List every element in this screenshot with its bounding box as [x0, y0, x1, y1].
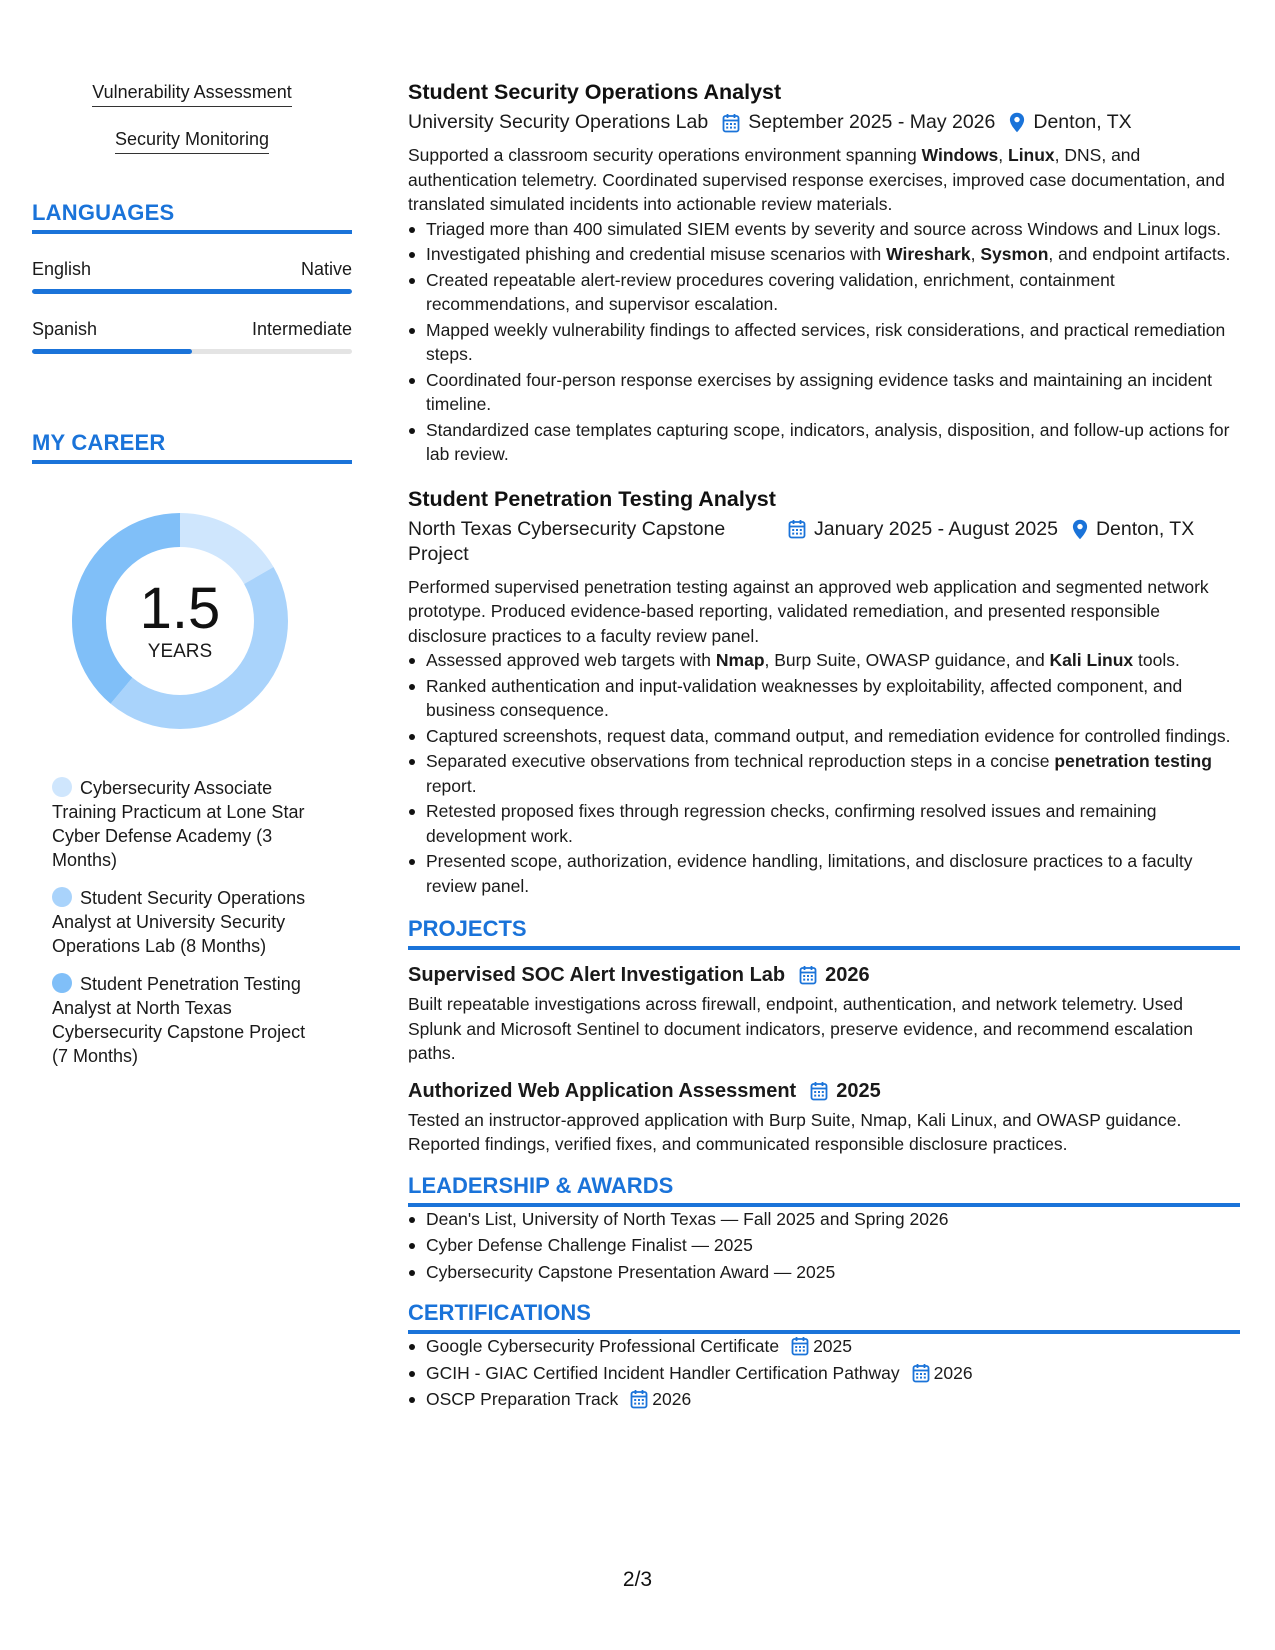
text-segment: Standardized case templates capturing scope, indicators, analysis, disposition, and follow-up actions for lab review. [426, 419, 1230, 464]
legend-dot-icon [52, 973, 72, 993]
calendar-icon [912, 1363, 930, 1383]
job-bullet [408, 418, 1240, 467]
language-proficiency-fill [32, 289, 352, 294]
text-segment: Retested proposed fixes through regression checks, confirming resolved issues and remaining development work. [426, 801, 1157, 846]
job-entry [408, 485, 1240, 899]
career-total-unit: YEARS [147, 641, 213, 662]
calendar-icon [799, 965, 817, 985]
text-segment: , and endpoint artifacts. [1048, 244, 1231, 264]
award-item: Cyber Defense Challenge Finalist — 2025 [408, 1233, 1240, 1258]
certification-item [408, 1361, 1240, 1386]
certifications-section [408, 1300, 1240, 1412]
job-description [408, 143, 1240, 217]
language-proficiency-bar [32, 349, 352, 354]
leadership-section [408, 1173, 1240, 1285]
skill-label: Vulnerability Assessment [92, 80, 291, 107]
job-dates: September 2025 - May 2026 [748, 111, 996, 133]
text-segment: Triaged more than 400 simulated SIEM events by severity and source across Windows and Linux logs. [426, 218, 1222, 239]
text-segment: Created repeatable alert-review procedures covering validation, enrichment, containment recommendations, and supervisor escalation. [426, 269, 1115, 314]
job-bullet [408, 242, 1240, 267]
project-entry [408, 962, 1240, 1066]
calendar-icon [630, 1389, 648, 1409]
languages-section [32, 200, 352, 354]
language-row [32, 258, 352, 280]
project-entry [408, 1078, 1240, 1157]
project-title: Supervised SOC Alert Investigation Lab [408, 964, 786, 986]
text-segment: Investigated phishing and credential misuse scenarios with [426, 244, 887, 264]
text-segment: , Burp Suite, OWASP guidance, and [764, 650, 1050, 670]
career-legend [52, 776, 322, 1068]
career-legend-text: Student Penetration Testing Analyst at North Texas Cybersecurity Capstone Project (7 Months) [52, 974, 306, 1066]
career-section [32, 430, 352, 1068]
career-total-value: 1.5 [139, 576, 221, 641]
project-year: 2026 [825, 964, 870, 986]
bold-text: Linux [1008, 145, 1055, 165]
languages-heading: LANGUAGES [32, 200, 352, 234]
bold-text: Kali Linux [1049, 650, 1134, 670]
sidebar [32, 80, 352, 1082]
job-bullet [408, 268, 1240, 317]
leadership-heading: LEADERSHIP & AWARDS [408, 1173, 1240, 1207]
text-segment: tools. [1133, 650, 1180, 670]
award-item: Dean's List, University of North Texas — Fall 2025 and Spring 2026 [408, 1207, 1240, 1232]
calendar-icon [810, 1081, 828, 1101]
certification-row [426, 1334, 1240, 1359]
job-bullet [408, 724, 1240, 749]
legend-dot-icon [52, 887, 72, 907]
language-row [32, 318, 352, 340]
job-meta [408, 517, 1240, 567]
job-bullets [408, 648, 1240, 898]
job-meta [408, 110, 1240, 135]
language-name: Spanish [32, 319, 98, 339]
legend-dot-icon [52, 777, 72, 797]
certification-year: 2025 [813, 1336, 853, 1356]
language-proficiency-fill [32, 349, 192, 354]
career-legend-item [52, 886, 322, 958]
language-proficiency-bar [32, 289, 352, 294]
skill-label: Security Monitoring [115, 127, 269, 154]
language-level: Native [300, 259, 352, 279]
text-segment: Ranked authentication and input-validation weaknesses by exploitability, affected component, and business consequence. [426, 675, 1183, 720]
certification-name: Google Cybersecurity Professional Certificate [426, 1336, 780, 1356]
certification-year: 2026 [933, 1362, 973, 1383]
projects-list [408, 962, 1240, 1157]
job-bullet [408, 849, 1240, 898]
text-segment: report. [426, 775, 477, 796]
main-content [408, 78, 1240, 1414]
award-item: Cybersecurity Capstone Presentation Award — 2025 [408, 1260, 1240, 1285]
certification-row [426, 1387, 1240, 1412]
text-segment: Presented scope, authorization, evidence handling, limitations, and disclosure practices to a faculty review panel. [426, 851, 1193, 896]
job-description [408, 575, 1240, 649]
project-description: Tested an instructor-approved application with Burp Suite, Nmap, Kali Linux, and OWASP guidance. Reported findings, verified fixes, and communicated responsible disclosure practices. [408, 1109, 1182, 1154]
calendar-icon [722, 113, 740, 133]
certification-name: OSCP Preparation Track [426, 1389, 619, 1409]
projects-section [408, 916, 1240, 1157]
text-segment: Assessed approved web targets with [426, 650, 716, 670]
bold-text: Windows [921, 145, 999, 165]
bold-text: penetration testing [1054, 751, 1212, 771]
certifications-list [408, 1334, 1240, 1412]
job-bullet [408, 217, 1240, 242]
job-organization: University Security Operations Lab [408, 111, 709, 133]
job-date-location [788, 517, 1194, 542]
calendar-icon [791, 1336, 809, 1356]
skill-item [32, 127, 352, 154]
job-bullet [408, 749, 1240, 798]
bold-text: Sysmon [980, 244, 1049, 264]
career-legend-item [52, 776, 322, 872]
text-segment: Supported a classroom security operations environment spanning [408, 145, 922, 165]
job-bullet [408, 648, 1240, 673]
job-location: Denton, TX [1033, 111, 1132, 133]
text-segment: , [998, 145, 1008, 165]
job-dates: January 2025 - August 2025 [814, 517, 1058, 540]
project-year: 2025 [836, 1079, 881, 1102]
project-title-row [408, 1078, 1240, 1104]
leadership-list [408, 1207, 1240, 1285]
projects-heading: PROJECTS [408, 916, 1240, 950]
job-bullet [408, 799, 1240, 848]
job-organization: North Texas Cybersecurity Capstone Project [408, 517, 726, 565]
language-name: English [32, 259, 92, 279]
calendar-icon [788, 519, 806, 539]
certification-year: 2026 [652, 1389, 692, 1409]
career-donut-chart [65, 506, 295, 736]
bold-text: Wireshark [886, 244, 971, 264]
career-legend-item [52, 972, 322, 1068]
project-title: Authorized Web Application Assessment [408, 1079, 797, 1102]
certification-item [408, 1334, 1240, 1359]
languages-list [32, 258, 352, 354]
job-title: Student Penetration Testing Analyst [408, 486, 776, 511]
location-pin-icon [1072, 519, 1088, 540]
text-segment: Mapped weekly vulnerability findings to affected services, risk considerations, and practical remediation steps. [426, 319, 1226, 364]
text-segment: Coordinated four-person response exercises by assigning evidence tasks and maintaining an incident timeline. [426, 369, 1213, 414]
page-number: 2/3 [622, 1568, 653, 1591]
location-pin-icon [1009, 112, 1025, 133]
project-title-row [408, 962, 1240, 988]
project-description: Built repeatable investigations across firewall, endpoint, authentication, and network telemetry. Used Splunk and Microsoft Sentinel to document indicators, preserve evidence, and recommend escalation paths. [408, 994, 1194, 1063]
text-segment: Separated executive observations from technical reproduction steps in a concise [426, 751, 1055, 771]
text-segment: Captured screenshots, request data, command output, and remediation evidence for controlled findings. [426, 725, 1231, 746]
donut-center-label [65, 506, 295, 736]
certifications-heading: CERTIFICATIONS [408, 1300, 1240, 1334]
job-bullet [408, 674, 1240, 723]
language-level: Intermediate [251, 319, 352, 339]
certification-name: GCIH - GIAC Certified Incident Handler Certification Pathway [426, 1362, 900, 1383]
experience-list [408, 78, 1240, 898]
job-title: Student Security Operations Analyst [408, 80, 782, 104]
job-bullet [408, 368, 1240, 417]
bold-text: Nmap [715, 650, 765, 670]
career-legend-text: Cybersecurity Associate Training Practicum at Lone Star Cyber Defense Academy (3 Months) [52, 778, 305, 870]
career-legend-text: Student Security Operations Analyst at University Security Operations Lab (8 Months) [52, 888, 306, 956]
skill-item [32, 80, 352, 107]
job-bullets [408, 217, 1240, 467]
job-date-location [708, 110, 1131, 135]
certification-item [408, 1387, 1240, 1412]
job-bullet [408, 318, 1240, 367]
certification-row [426, 1361, 1240, 1386]
job-location: Denton, TX [1095, 517, 1195, 540]
text-segment: , [970, 244, 981, 264]
career-heading: MY CAREER [32, 430, 352, 464]
job-entry [408, 78, 1240, 467]
text-segment: Performed supervised penetration testing against an approved web application and segmented network prototype. Produced evidence-based reporting, validated remediation, and presented responsible disclosure practices to a faculty review panel. [408, 576, 1209, 646]
text-segment: , DNS, and authentication telemetry. Coordinated supervised response exercises, improved case documentation, and translated simulated incidents into actionable review materials. [408, 145, 1225, 214]
